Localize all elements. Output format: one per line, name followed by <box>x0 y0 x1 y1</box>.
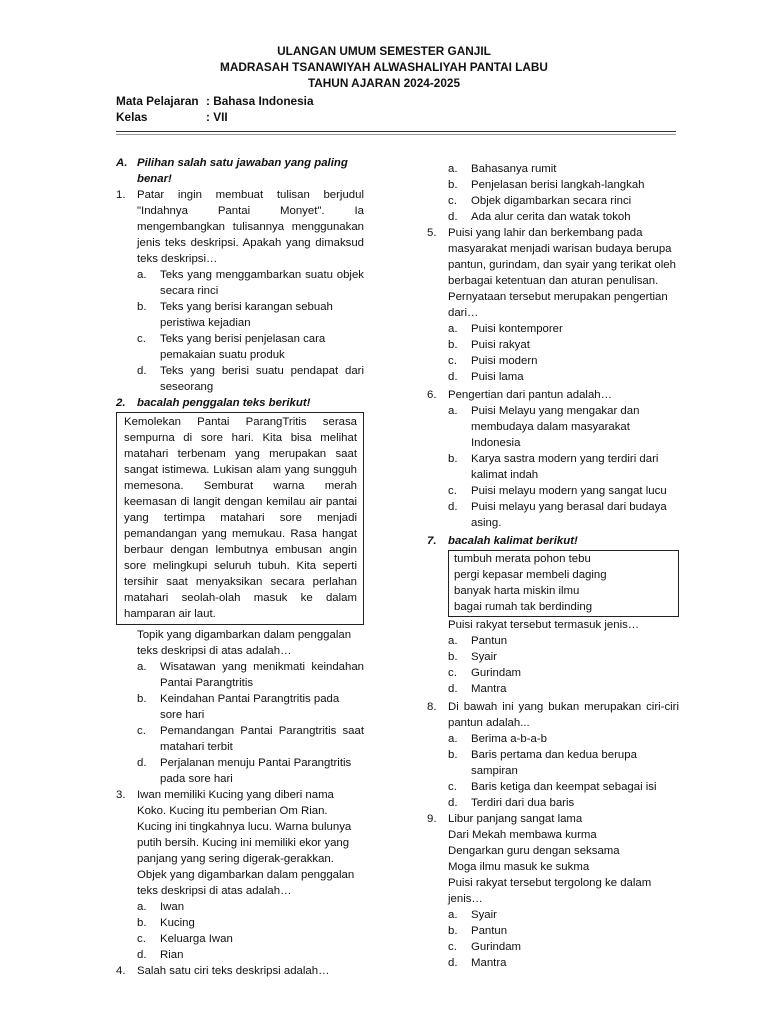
question-9 <box>427 811 679 971</box>
option-d[interactable]: d. Puisi lama <box>448 371 524 383</box>
option-a[interactable]: a. Puisi kontemporer <box>448 323 563 335</box>
option-a[interactable]: a. Teks yang menggambarkan suatu objek secara rinci <box>137 269 364 297</box>
option-b[interactable]: b. Penjelasan berisi langkah-langkah <box>448 179 645 191</box>
question-number: 5. <box>427 227 437 239</box>
subject-value: : Bahasa Indonesia <box>206 94 314 108</box>
question-number: 7. <box>427 535 437 547</box>
option-a[interactable]: a. Puisi Melayu yang mengakar dan membudaya dalam masyarakat Indonesia <box>448 405 640 449</box>
option-c[interactable]: c. Gurindam <box>448 941 522 953</box>
option-a[interactable]: a. Pantun <box>448 635 508 647</box>
subject-label: Mata Pelajaran <box>116 94 199 108</box>
question-7 <box>427 533 679 697</box>
option-a[interactable]: a. Iwan <box>137 901 185 913</box>
question-text: Di bawah ini yang bukan merupakan ciri-ciri pantun adalah... <box>448 701 679 729</box>
academic-year: TAHUN AJARAN 2024-2025 <box>307 76 461 90</box>
verse-line: bagai rumah tak berdinding <box>454 601 593 613</box>
option-a[interactable]: a. Wisatawan yang menikmati keindahan Pantai Parangtritis <box>137 661 364 689</box>
option-c[interactable]: c. Puisi modern <box>448 355 538 367</box>
option-b[interactable]: b. Teks yang berisi karangan sebuah peristiwa kejadian <box>137 301 333 329</box>
verse-line: tumbuh merata pohon tebu <box>454 553 591 565</box>
option-b[interactable]: b. Kucing <box>137 917 195 929</box>
option-a[interactable]: a. Bahasanya rumit <box>448 163 557 175</box>
question-number: 9. <box>427 813 437 825</box>
class-row <box>116 109 228 125</box>
question-number: 1. <box>116 189 126 201</box>
header-divider-thin <box>116 134 676 135</box>
verse-line: banyak harta miskin ilmu <box>454 585 580 597</box>
option-c[interactable]: c. Gurindam <box>448 667 522 679</box>
verse-line: pergi kepasar membeli daging <box>454 569 607 581</box>
question-4 <box>116 963 364 979</box>
reading-passage-box: Kemolekan Pantai ParangTritis serasa sempurna di sore hari. Kita bisa melihat matahari terbenam yang merupakan saat sangat istimewa. Lukisan alam yang sungguh memesona. Semburat warna merah keemasan di langit dengan kemilau air pantai yang tertimpa matahari sore menjadi pemandangan yang memukau. Rasa hangat berbaur dengan lembutnya embusan angin sore melingkupi seluruh tubuh. Kita seperti tersihir saat menyaksikan secara perlahan matahari seolah-olah masuk ke dalam hamparan air laut. <box>116 412 364 625</box>
question-3 <box>116 787 364 963</box>
question-2 <box>116 395 364 787</box>
left-column <box>116 155 364 979</box>
question-4-options <box>427 161 679 225</box>
question-prompt: Objek yang digambarkan dalam penggalan teks deskripsi di atas adalah… <box>137 869 355 897</box>
verse-line: Dari Mekah membawa kurma <box>448 829 597 841</box>
question-1 <box>116 187 364 395</box>
option-d[interactable]: d. Perjalanan menuju Pantai Parangtritis pada sore hari <box>137 757 352 785</box>
question-text: Puisi rakyat tersebut termasuk jenis… <box>448 619 640 631</box>
option-b[interactable]: b. Karya sastra modern yang terdiri dari kalimat indah <box>448 453 659 481</box>
question-text: Salah satu ciri teks deskripsi adalah… <box>137 965 330 977</box>
option-b[interactable]: b. Syair <box>448 651 497 663</box>
pantun-box <box>448 550 679 617</box>
option-a[interactable]: a. Syair <box>448 909 497 921</box>
option-b[interactable]: b. Keindahan Pantai Parangtritis pada sore hari <box>137 693 340 721</box>
question-number: 2. <box>116 397 126 409</box>
question-text: Iwan memiliki Kucing yang diberi nama Koko. Kucing itu pemberian Om Rian. Kucing ini tingkahnya lucu. Warna bulunya putih bersih. Kucing ini memiliki ekor yang panjang yang sering digerak-gerakkan. <box>137 789 352 865</box>
option-d[interactable]: d. Mantra <box>448 957 507 969</box>
section-a-heading: A. Pilihan salah satu jawaban yang paling benar! <box>116 155 364 187</box>
question-text: Patar ingin membuat tulisan berjudul "Indahnya Pantai Monyet". Ia mengembangkan tulisannya menggunakan jenis teks deskripsi. Apakah yang dimaksud teks deskripsi… <box>137 189 364 265</box>
option-c[interactable]: c. Teks yang berisi penjelasan cara pemakaian suatu produk <box>137 333 326 361</box>
verse-line: Libur panjang sangat lama <box>448 813 583 825</box>
header-divider <box>116 131 676 132</box>
question-8 <box>427 699 679 811</box>
question-number: 3. <box>116 789 126 801</box>
question-text: Puisi yang lahir dan berkembang pada masyarakat menjadi warisan budaya berupa pantun, gurindam, dan syair yang terikat oleh berbagai ketentuan dan aturan penulisan. <box>448 227 676 287</box>
question-text: Topik yang digambarkan dalam penggalan teks deskripsi di atas adalah… <box>137 629 352 657</box>
option-b[interactable]: b. Pantun <box>448 925 508 937</box>
verse-line: Dengarkan guru dengan seksama <box>448 845 620 857</box>
verse-line: Moga ilmu masuk ke sukma <box>448 861 590 873</box>
option-c[interactable]: c. Keluarga Iwan <box>137 933 233 945</box>
question-number: 6. <box>427 389 437 401</box>
right-column <box>427 161 679 971</box>
question-text: Pengertian dari pantun adalah… <box>448 389 613 401</box>
question-instruction: bacalah penggalan teks berikut! <box>137 397 311 409</box>
option-d[interactable]: d. Teks yang berisi suatu pendapat dari seseorang <box>137 365 364 393</box>
option-b[interactable]: b. Baris pertama dan kedua berupa sampiran <box>448 749 637 777</box>
question-6 <box>427 387 679 531</box>
question-instruction: bacalah kalimat berikut! <box>448 535 578 547</box>
question-number: 8. <box>427 701 437 713</box>
option-c[interactable]: c. Objek digambarkan secara rinci <box>448 195 632 207</box>
option-c[interactable]: c. Pemandangan Pantai Parangtritis saat matahari terbit <box>137 725 364 753</box>
option-d[interactable]: d. Rian <box>137 949 184 961</box>
option-d[interactable]: d. Terdiri dari dua baris <box>448 797 575 809</box>
question-5 <box>427 225 679 385</box>
class-value: : VII <box>206 110 228 124</box>
option-a[interactable]: a. Berima a-b-a-b <box>448 733 547 745</box>
option-c[interactable]: c. Puisi melayu modern yang sangat lucu <box>448 485 667 497</box>
exam-header <box>0 43 768 91</box>
option-c[interactable]: c. Baris ketiga dan keempat sebagai isi <box>448 781 657 793</box>
school-name: MADRASAH TSANAWIYAH ALWASHALIYAH PANTAI LABU <box>220 60 548 74</box>
question-prompt: Pernyataan tersebut merupakan pengertian dari… <box>448 291 668 319</box>
section-a-title: Pilihan salah satu jawaban yang paling benar! <box>137 157 348 185</box>
exam-title: ULANGAN UMUM SEMESTER GANJIL <box>277 44 491 58</box>
question-text: Puisi rakyat tersebut tergolong ke dalam jenis… <box>448 877 652 905</box>
option-d[interactable]: d. Ada alur cerita dan watak tokoh <box>448 211 631 223</box>
subject-row <box>116 93 314 109</box>
class-label: Kelas <box>116 110 148 124</box>
option-d[interactable]: d. Puisi melayu yang berasal dari budaya asing. <box>448 501 667 529</box>
option-b[interactable]: b. Puisi rakyat <box>448 339 530 351</box>
question-number: 4. <box>116 965 126 977</box>
option-d[interactable]: d. Mantra <box>448 683 507 695</box>
